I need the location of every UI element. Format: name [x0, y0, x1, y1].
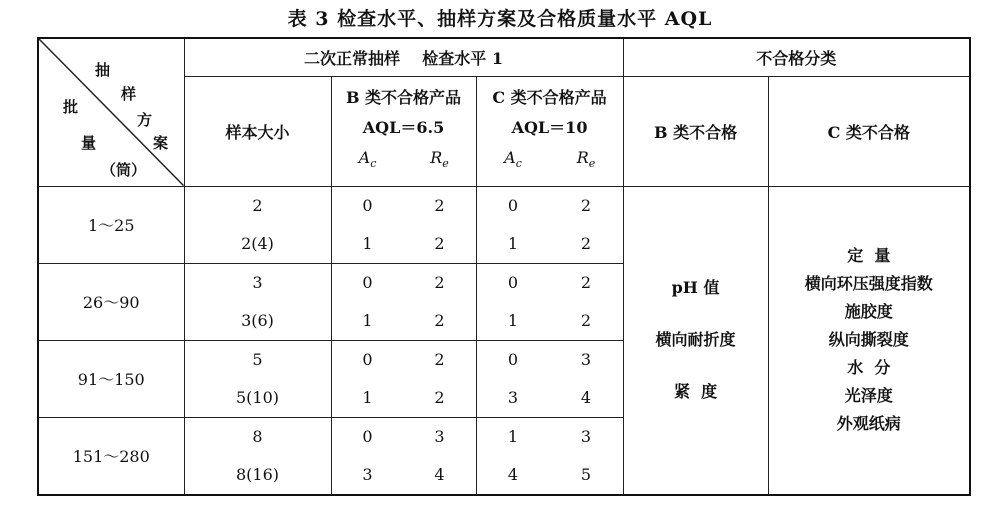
re-value: 5 [580, 464, 592, 484]
ac-label: $A_c$ [358, 147, 377, 171]
table-row [38, 186, 970, 263]
first-sample: 2 [252, 195, 263, 215]
re-value: 3 [580, 349, 592, 369]
b-item: 横向耐折度 [655, 330, 736, 349]
c-item: 水 分 [847, 358, 891, 377]
b-products-header [331, 76, 476, 186]
corner-word: 量 [81, 134, 97, 152]
b-ac-re-cell [331, 263, 476, 340]
corner-word: 批 [63, 98, 79, 116]
re-value: 2 [580, 272, 592, 292]
c-item: 施胶度 [844, 302, 893, 321]
sample-size-cell [184, 340, 331, 417]
sampling-group-header: 二次正常抽样 检查水平 1 [184, 38, 623, 76]
re-value: 2 [434, 272, 445, 292]
batch-cell: 1～25 [38, 186, 184, 263]
second-sample: 3(6) [241, 310, 274, 330]
first-sample: 5 [252, 349, 263, 369]
b-class-items [623, 186, 768, 495]
batch-cell: 151～280 [38, 417, 184, 495]
ac-value: 1 [507, 233, 519, 253]
c-ac-re-cell [476, 186, 623, 263]
ac-value: 1 [362, 233, 373, 253]
re-value: 2 [434, 310, 445, 330]
ac-value: 3 [362, 464, 373, 484]
sample-size-header: 样本大小 [184, 76, 331, 186]
c-ac-re-cell [476, 263, 623, 340]
b-item: pH 值 [671, 278, 720, 297]
ac-value: 0 [507, 272, 519, 292]
sampling-table [37, 37, 971, 496]
c-class-items [768, 186, 970, 495]
table-caption: 表 3 检查水平、抽样方案及合格质量水平 AQL [287, 8, 713, 30]
b-ac-re-cell [331, 186, 476, 263]
c-class-header: C 类不合格 [768, 76, 970, 186]
re-value: 2 [434, 233, 445, 253]
first-sample: 8 [252, 426, 263, 446]
re-value: 4 [580, 387, 592, 407]
re-label: $R_e$ [430, 147, 449, 171]
re-value: 3 [580, 426, 592, 446]
ac-value: 1 [507, 426, 519, 446]
re-label: $R_e$ [576, 147, 596, 171]
re-value: 2 [434, 349, 445, 369]
ac-value: 1 [362, 310, 373, 330]
sample-size-cell [184, 417, 331, 495]
first-sample: 3 [252, 272, 263, 292]
ac-value: 1 [362, 387, 373, 407]
corner-word: 方 [137, 111, 153, 129]
c-aql-label: AQL＝10 [511, 117, 588, 137]
b-item: 紧 度 [673, 382, 718, 401]
batch-cell: 26～90 [38, 263, 184, 340]
b-ac-re-cell [331, 340, 476, 417]
ac-value: 0 [362, 272, 373, 292]
c-ac-re-cell [476, 417, 623, 495]
re-value: 2 [434, 387, 445, 407]
ac-value: 0 [362, 349, 373, 369]
corner-header-cell [38, 38, 184, 186]
re-value: 2 [580, 310, 592, 330]
corner-word: 样 [121, 85, 137, 103]
corner-word: 案 [153, 134, 169, 152]
c-item: 定 量 [847, 246, 891, 265]
c-products-header [476, 76, 623, 186]
c-item: 横向环压强度指数 [804, 274, 933, 293]
second-sample: 5(10) [235, 387, 280, 407]
nonconform-group-header: 不合格分类 [623, 38, 970, 76]
b-products-label: B 类不合格产品 [345, 87, 462, 107]
re-value: 3 [434, 426, 445, 446]
ac-label: $A_c$ [504, 147, 522, 171]
c-products-label: C 类不合格产品 [492, 87, 607, 107]
re-value: 2 [580, 233, 592, 253]
ac-value: 0 [362, 426, 373, 446]
b-ac-re-cell [331, 417, 476, 495]
sample-size-cell [184, 263, 331, 340]
re-value: 2 [434, 195, 445, 215]
ac-value: 3 [507, 387, 519, 407]
re-value: 4 [434, 464, 445, 484]
c-item: 纵向撕裂度 [828, 330, 909, 349]
b-class-header: B 类不合格 [623, 76, 768, 186]
sample-size-cell [184, 186, 331, 263]
c-ac-re-cell [476, 340, 623, 417]
ac-value: 0 [507, 195, 519, 215]
re-value: 2 [580, 195, 592, 215]
ac-value: 1 [507, 310, 519, 330]
second-sample: 8(16) [235, 464, 280, 484]
corner-word: 抽 [95, 61, 111, 79]
batch-cell: 91～150 [38, 340, 184, 417]
b-aql-label: AQL＝6.5 [362, 117, 445, 137]
c-item: 外观纸病 [836, 414, 901, 433]
second-sample: 2(4) [241, 233, 274, 253]
ac-value: 0 [507, 349, 519, 369]
corner-word: （筒） [101, 161, 147, 179]
c-item: 光泽度 [844, 386, 893, 405]
ac-value: 0 [362, 195, 373, 215]
ac-value: 4 [507, 464, 519, 484]
